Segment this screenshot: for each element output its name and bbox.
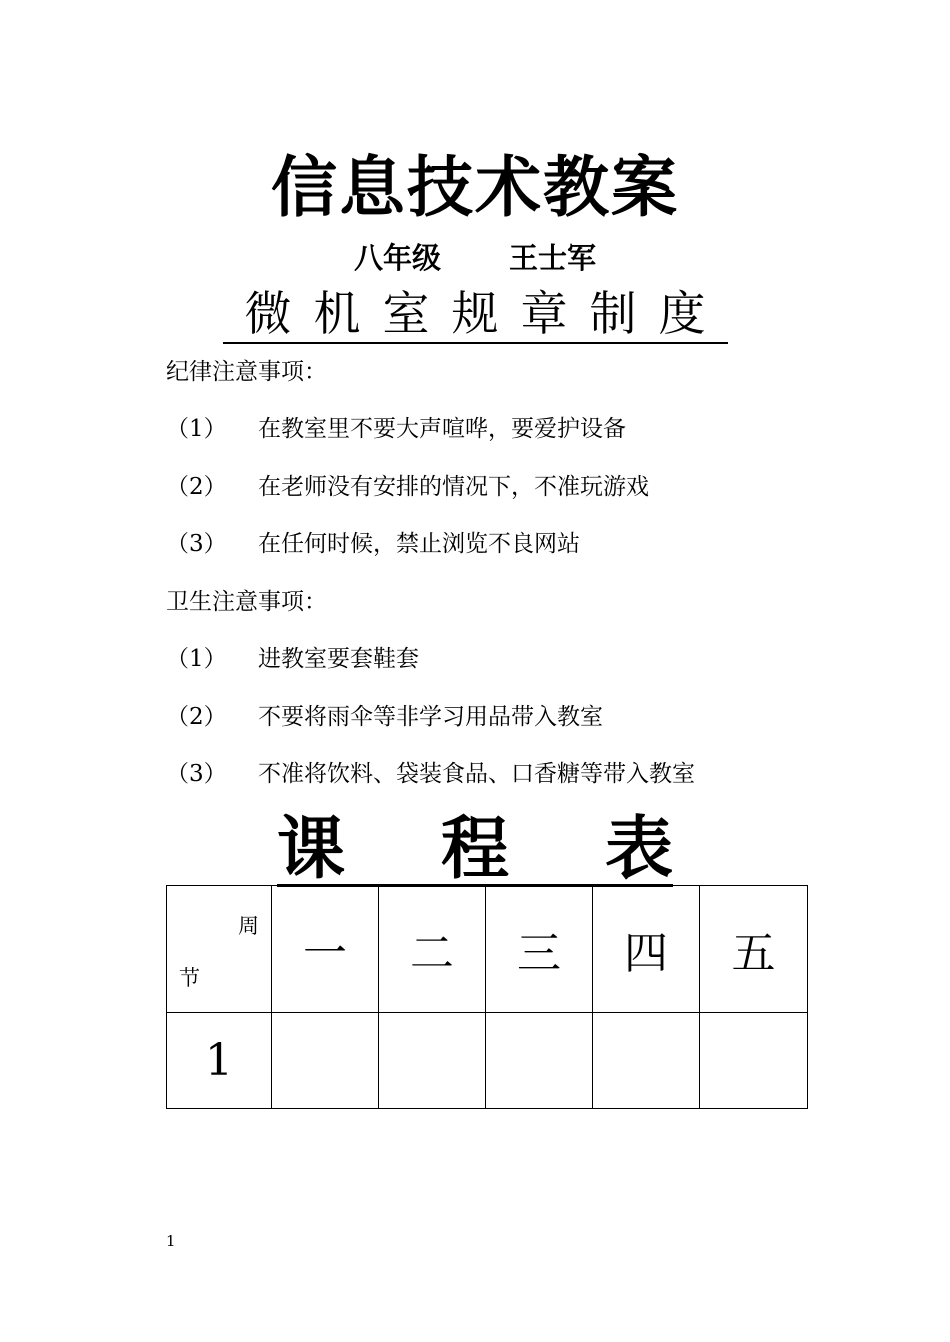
schedule-cell	[700, 1013, 808, 1109]
document-title: 信息技术教案	[271, 149, 679, 226]
item-text: 不要将雨伞等非学习用品带入教室	[258, 704, 603, 730]
item-text: 进教室要套鞋套	[258, 646, 419, 672]
discipline-item	[166, 529, 580, 559]
schedule-cell	[272, 1013, 379, 1109]
schedule-title-char: 课	[276, 810, 345, 889]
schedule-cell	[379, 1013, 486, 1109]
hygiene-item	[166, 702, 603, 732]
item-text: 不准将饮料、袋装食品、口香糖等带入教室	[258, 761, 695, 787]
day-header: 一	[272, 886, 379, 1013]
discipline-item	[166, 472, 649, 502]
schedule-cell	[593, 1013, 700, 1109]
grade-label: 八年级	[353, 241, 441, 275]
item-number: （2）	[166, 704, 227, 730]
week-label: 周	[238, 914, 259, 938]
schedule-table	[166, 885, 808, 1109]
hygiene-item	[166, 759, 695, 789]
item-text: 在老师没有安排的情况下，不准玩游戏	[258, 474, 649, 500]
schedule-title-char: 表	[605, 810, 674, 889]
hygiene-item	[166, 644, 419, 674]
subtitle	[0, 238, 950, 278]
item-text: 在教室里不要大声喧哗，要爱护设备	[258, 416, 626, 442]
period-number: 1	[167, 1013, 272, 1109]
discipline-heading: 纪律注意事项：	[166, 359, 327, 385]
item-number: （1）	[166, 416, 227, 442]
day-header: 五	[700, 886, 808, 1013]
schedule-title-char: 程	[440, 810, 509, 889]
discipline-item	[166, 414, 626, 444]
rules-title-text: 微机室规章制度	[223, 287, 728, 344]
item-number: （2）	[166, 474, 227, 500]
schedule-cell	[486, 1013, 593, 1109]
item-number: （3）	[166, 531, 227, 557]
teacher-name: 王士军	[509, 241, 597, 275]
day-header: 四	[593, 886, 700, 1013]
item-number: （1）	[166, 646, 227, 672]
page-number: 1	[166, 1232, 176, 1250]
schedule-title	[0, 812, 950, 888]
schedule-title-text	[276, 810, 674, 889]
day-header: 二	[379, 886, 486, 1013]
item-text: 在任何时候，禁止浏览不良网站	[258, 531, 580, 557]
day-header: 三	[486, 886, 593, 1013]
hygiene-heading: 卫生注意事项：	[166, 589, 327, 615]
table-header-row	[167, 886, 808, 1013]
corner-cell	[167, 886, 272, 1013]
table-row	[167, 1013, 808, 1109]
item-number: （3）	[166, 761, 227, 787]
period-label: 节	[179, 966, 200, 990]
rules-title	[0, 286, 950, 344]
